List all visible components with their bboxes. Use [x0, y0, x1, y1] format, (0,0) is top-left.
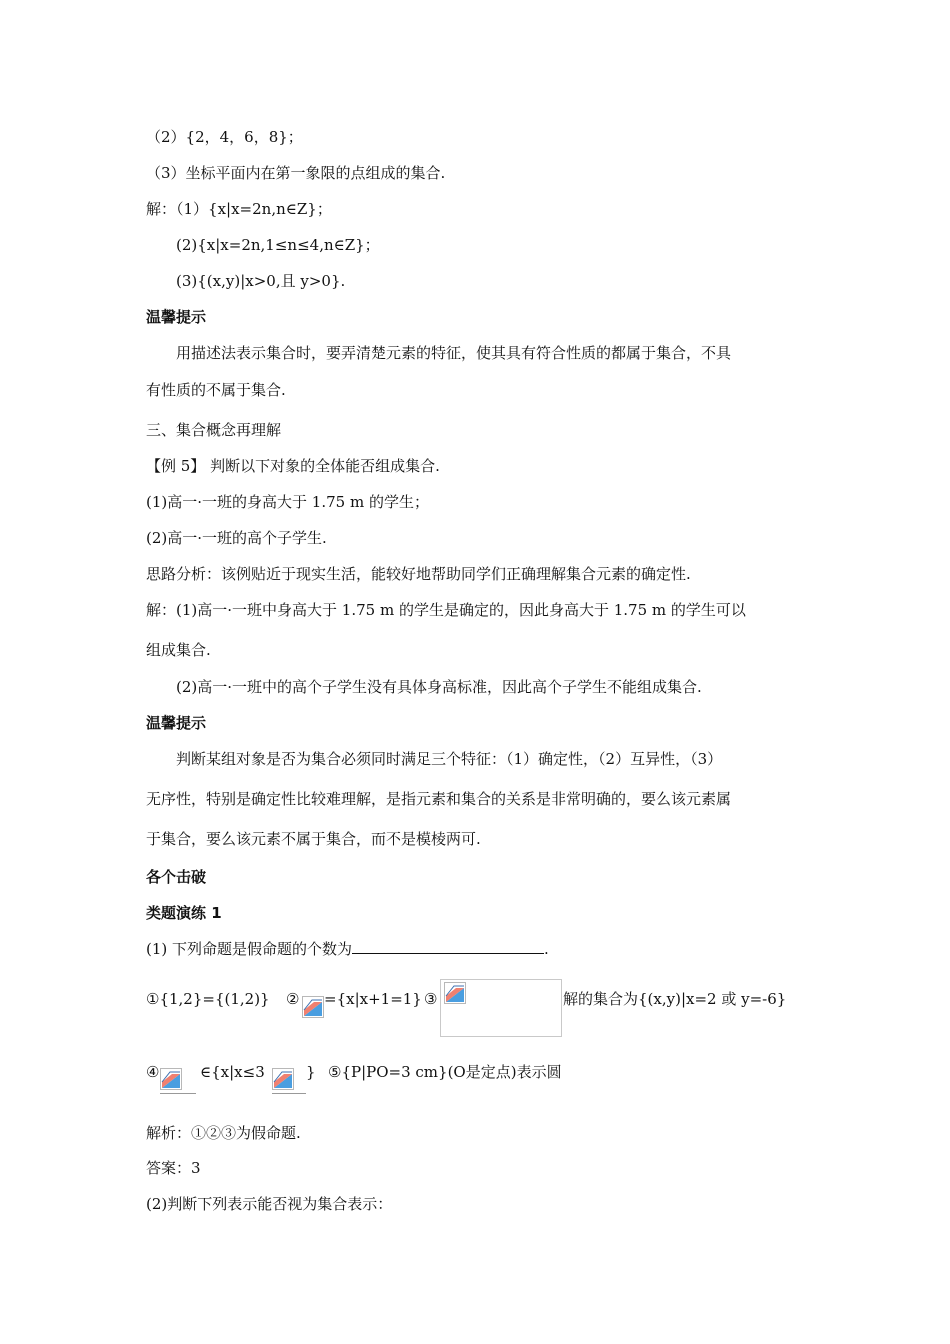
text-line: 组成集合.: [146, 641, 211, 659]
paragraph-line: 无序性，特别是确定性比较难理解，是指元素和集合的关系是非常明确的，要么该元素属: [146, 790, 732, 808]
section-heading: 各个击破: [146, 868, 207, 886]
text-line: (3){(x,y)|x>0,且 y>0}.: [176, 272, 346, 290]
section-heading: 温馨提示: [146, 714, 207, 732]
option-3-text: 解的集合为{(x,y)|x=2 或 y=-6}: [563, 990, 787, 1008]
question-line: [146, 939, 549, 959]
option-2-text: ={x|x+1=1}: [324, 990, 422, 1008]
text-line: (2)高一·一班中的高个子学生没有具体身高标准，因此高个子学生不能组成集合.: [176, 678, 702, 696]
question-line: (2)判断下列表示能否视为集合表示：: [146, 1195, 393, 1213]
text-line: 解：（1）{x|x=2n,n∈Z}；: [146, 200, 332, 218]
option-4-number: ④: [146, 1063, 160, 1081]
answer-blank: [352, 939, 544, 954]
analysis-line: 解析：①②③为假命题.: [146, 1124, 301, 1142]
broken-image-icon: [272, 1068, 306, 1094]
answer-line: 答案：3: [146, 1159, 201, 1177]
question-end: .: [544, 940, 549, 958]
option-2-number: ②: [286, 990, 300, 1008]
example-title: 【例 5】 判断以下对象的全体能否组成集合.: [146, 457, 440, 475]
text-line: (1)高一·一班的身高大于 1.75 m 的学生；: [146, 493, 429, 511]
paragraph-line: 于集合，要么该元素不属于集合，而不是模棱两可.: [146, 830, 481, 848]
paragraph-line: 有性质的不属于集合.: [146, 381, 286, 399]
text-line: 解：(1)高一·一班中身高大于 1.75 m 的学生是确定的，因此身高大于 1.75 m 的学生可以: [146, 601, 746, 619]
option-1: ①{1,2}={(1,2)}: [146, 990, 270, 1008]
paragraph-line: 用描述法表示集合时，要弄清楚元素的特征，使其具有符合性质的都属于集合，不具: [176, 344, 732, 362]
option-3-number: ③: [424, 990, 438, 1008]
option-4-close: }: [306, 1063, 316, 1081]
text-line: (2){x|x=2n,1≤n≤4,n∈Z}；: [176, 236, 380, 254]
question-text: (1) 下列命题是假命题的个数为: [146, 940, 353, 958]
text-line: （2）{2，4，6，8}；: [146, 128, 303, 146]
equation-image-placeholder: [440, 979, 562, 1037]
broken-image-icon: [302, 996, 324, 1018]
text-line: (2)高一·一班的高个子学生.: [146, 529, 327, 547]
section-heading: 温馨提示: [146, 308, 207, 326]
option-5: ⑤{P|PO=3 cm}(O是定点)表示圆: [328, 1063, 562, 1081]
text-line: 思路分析：该例贴近于现实生活，能较好地帮助同学们正确理解集合元素的确定性.: [146, 565, 691, 583]
text-line: （3）坐标平面内在第一象限的点组成的集合.: [146, 164, 446, 182]
option-4-text: ∈{x|x≤3: [200, 1063, 265, 1081]
paragraph-line: 判断某组对象是否为集合必须同时满足三个特征：（1）确定性，（2）互异性，（3）: [176, 750, 723, 768]
broken-image-icon: [160, 1068, 196, 1094]
section-heading: 三、集合概念再理解: [146, 421, 282, 439]
section-heading: 类题演练 1: [146, 904, 222, 922]
